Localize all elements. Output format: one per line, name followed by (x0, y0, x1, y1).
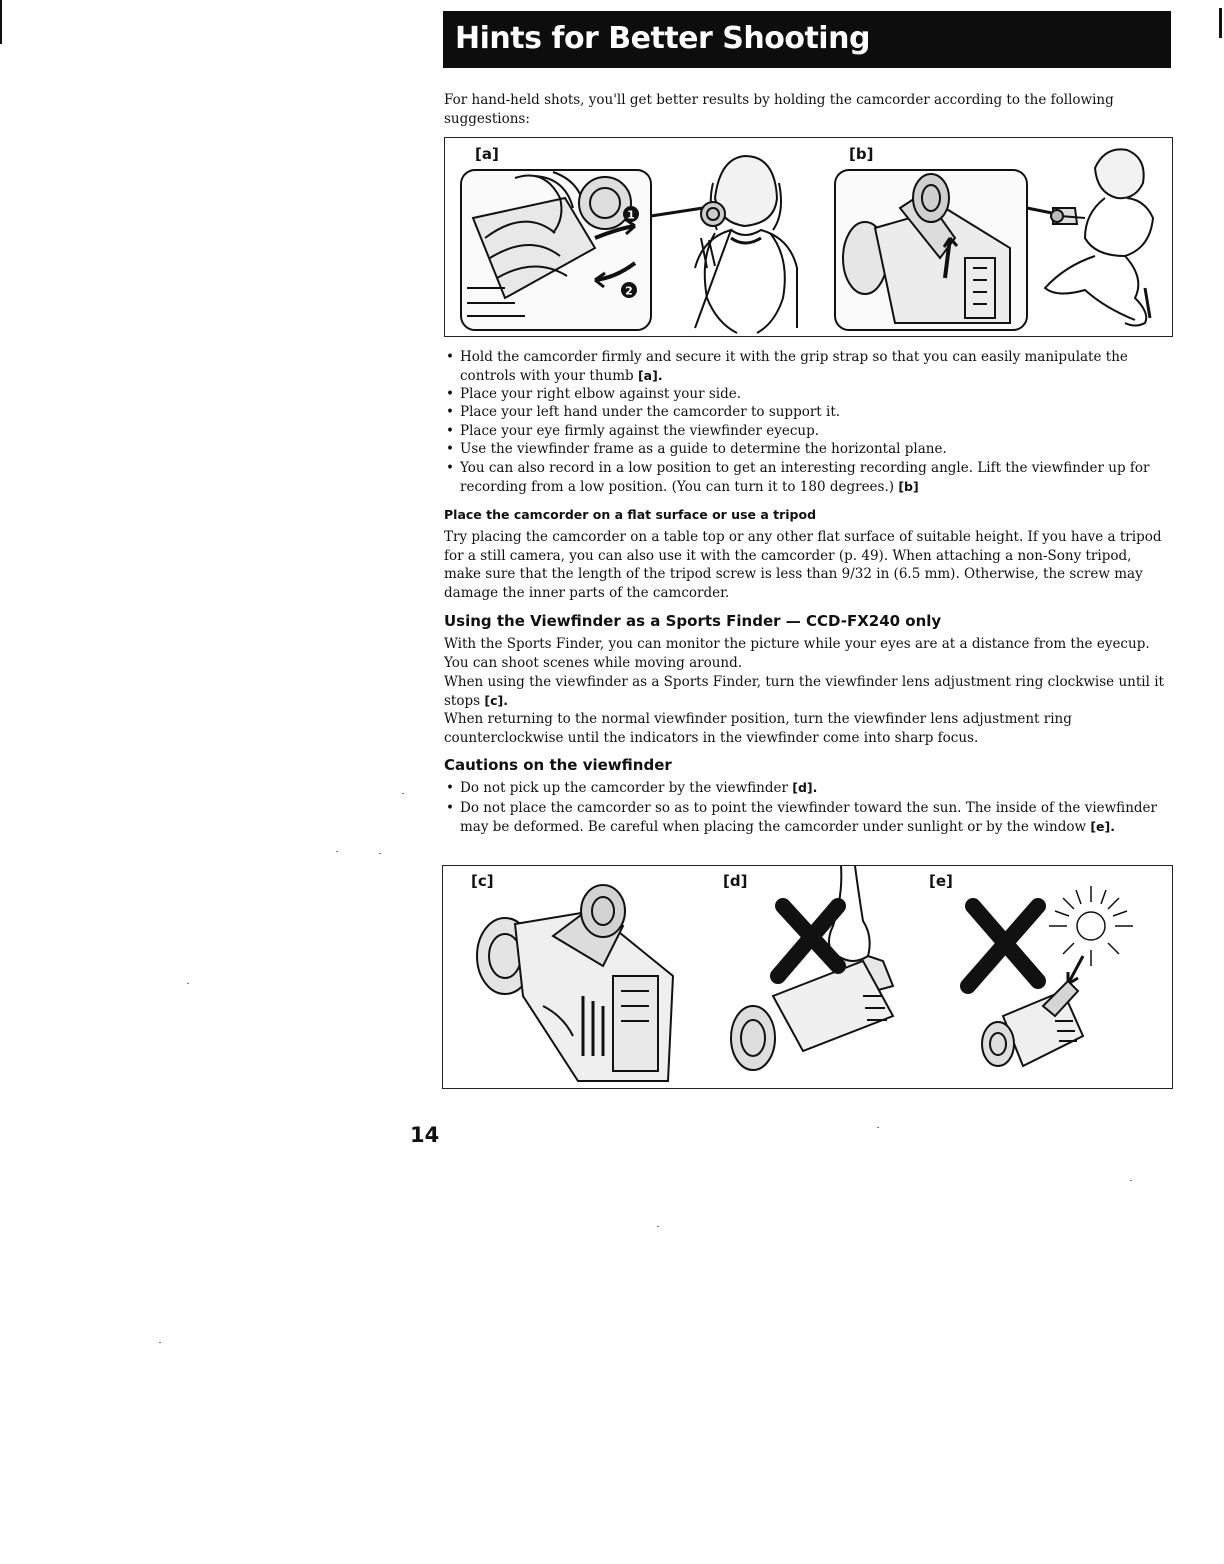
scan-speck (877, 1127, 879, 1128)
sports-finder-paragraph-2: When using the viewfinder as a Sports Finder, turn the viewfinder lens adjustment ring clockwise until it stops [c]. (444, 674, 1164, 709)
person-kneeling-illustration (1045, 149, 1153, 325)
figure-label-b: [b] (849, 145, 874, 163)
page-number: 14 (410, 1123, 440, 1147)
scan-edge-right (1219, 8, 1222, 38)
scan-speck (379, 853, 381, 854)
figure-holding (444, 137, 1173, 337)
svg-text:1: 1 (627, 208, 635, 222)
figure-label-a: [a] (475, 145, 499, 163)
sports-finder-paragraph-3: When returning to the normal viewfinder position, turn the viewfinder lens adjustment ring counterclockwise until the indicators in the viewfinder come into sharp focus. (444, 711, 1072, 746)
sports-finder-paragraph-1: With the Sports Finder, you can monitor the picture while your eyes are at a distance from the eyecup. You can shoot scenes while moving around. (444, 636, 1150, 671)
bullet-hold-firmly: • Hold the camcorder firmly and secure it with the grip strap so that you can easily manipulate the controls with your thumb [a]. (446, 349, 1128, 384)
bullet-low-position: • You can also record in a low position to get an interesting recording angle. Lift the viewfinder up for recording from a low position. (You can turn it to 180 degrees.) [b] (446, 460, 1150, 495)
tripod-heading: Place the camcorder on a flat surface or use a tripod (444, 507, 817, 522)
caution-bullet-sun: • Do not place the camcorder so as to point the viewfinder toward the sun. The inside of the viewfinder may be deformed. Be careful when placing the camcorder under sunlight or by the window [e]. (446, 800, 1157, 835)
camcorder-under-sun-illustration (982, 981, 1083, 1066)
scan-speck (187, 983, 189, 984)
scan-speck (159, 1342, 161, 1343)
scan-edge-left (0, 0, 2, 44)
scan-speck (657, 1226, 659, 1227)
person-standing-illustration (695, 156, 797, 333)
camcorder-picked-by-viewfinder-illustration (731, 866, 893, 1070)
figure-label-d: [d] (723, 872, 748, 890)
tripod-paragraph: Try placing the camcorder on a table top or any other flat surface of suitable height. If you have a tripod for a still camera, you can also use it with the camcorder (p. 49). When attaching a non-Sony tripod, make sure that the length of the tripod screw is less than 9/32 in (6.5 mm). Otherwise, the screw may damage the inner parts of the camcorder. (444, 529, 1162, 601)
figure-viewfinder-cautions (442, 865, 1173, 1089)
prohibited-x-mark-e (968, 906, 1038, 986)
page-title: Hints for Better Shooting (455, 21, 870, 56)
intro-paragraph: For hand-held shots, you'll get better results by holding the camcorder according to the following suggestions: (444, 92, 1114, 127)
cautions-heading: Cautions on the viewfinder (444, 756, 672, 774)
figure-holding-illustration (445, 138, 1172, 336)
inset-grip-strap-illustration (461, 170, 651, 330)
step-badge-1 (623, 206, 639, 222)
svg-text:2: 2 (625, 284, 633, 298)
title-bar (443, 11, 1171, 68)
step-badge-2 (621, 282, 637, 298)
figure-label-c: [c] (471, 872, 494, 890)
sun-icon (1049, 886, 1133, 966)
scan-speck (336, 851, 338, 852)
scan-speck (1130, 1180, 1132, 1181)
inset-viewfinder-up-illustration (835, 170, 1027, 330)
sports-finder-heading: Using the Viewfinder as a Sports Finder — CCD-FX240 only (444, 612, 942, 630)
scan-speck (402, 793, 404, 794)
figure-label-e: [e] (929, 872, 953, 890)
callout-line-a (651, 208, 703, 216)
figure-viewfinder-illustration (443, 866, 1172, 1088)
camcorder-sports-finder-illustration (477, 885, 673, 1081)
